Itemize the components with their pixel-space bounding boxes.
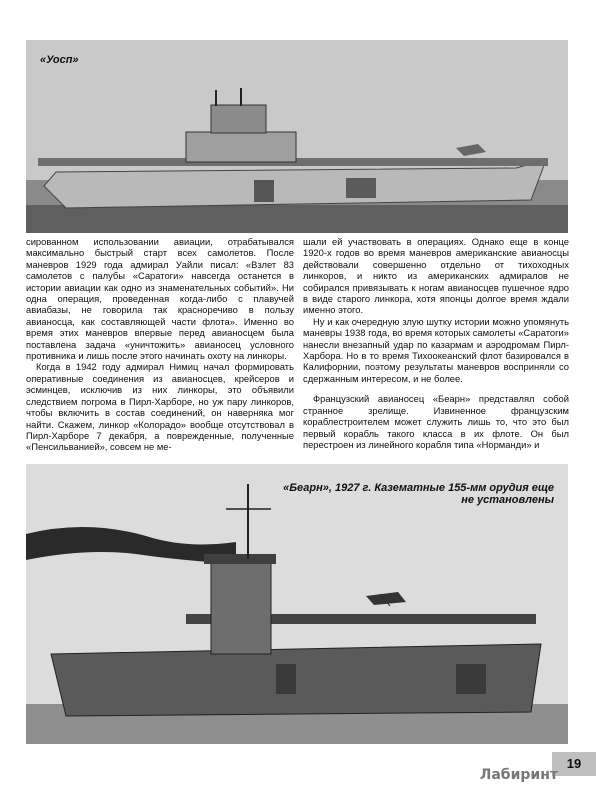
photo-uosp <box>26 40 568 233</box>
carrier-bearn-image <box>26 464 568 744</box>
carrier-uosp-image <box>26 40 568 233</box>
page-number: 19 <box>552 752 596 776</box>
caption-line: «Беарн», 1927 г. Казематные 155-мм орудия еще <box>283 482 554 494</box>
paragraph: Французский авианосец «Беарн» представлял собой странное зрелище. Извиненное французским кораблестроителем может служить лишь то, что это был первый корабль такого класса в их флоте. Он был перестроен из линейного корабля типа «Норманди» и <box>303 393 569 450</box>
photo-bearn <box>26 464 568 744</box>
photo-caption <box>283 482 554 506</box>
text-column-left <box>26 236 294 453</box>
caption-line: не установлены <box>461 494 554 506</box>
paragraph: шали ей участвовать в операциях. Однако еще в конце 1920-х годов во время маневров американские авианосцы действовали совершенно отдельно от тихоходных линкоров, и никто из американских адмиралов не собирался привязывать к ногам авианосцев пушечное ядро в виде старого линкора, хотя японцы долгое время ждали именно этого. <box>303 236 569 316</box>
paragraph: Ну и как очередную злую шутку истории можно упомянуть маневры 1938 года, во время которых самолеты «Саратоги» нанесли внезапный удар по казармам и аэродромам Пирл-Харбора. Но в то время Тихоокеанский флот базировался в Калифорнии, поэтому результаты маневров восприняли со сдержанным интересом, и не более. <box>303 315 569 384</box>
photo-caption: «Уосп» <box>40 54 79 66</box>
text-column-right <box>303 236 569 450</box>
watermark-text: Лабиринт <box>479 767 558 783</box>
paragraph: Когда в 1942 году адмирал Нимиц начал формировать оперативные соединения из авианосцев, крейсеров и эсминцев, исключив из них линкоры, это объявили следствием погрома в Пирл-Харборе, но уж пару линкоров, чтобы включить в состав соединений, он наверняка мог найти. Скажем, линкор «Колорадо» вообще отсутствовал в Пирл-Харборе 7 декабря, а поврежденные, полученные «Пенсильванией», совсем не ме- <box>26 361 294 453</box>
paragraph: сированном использовании авиации, отрабатывался максимально быстрый старт всех самолетов. После маневров 1929 года адмирал Уайли писал: «Взлет 83 самолетов с палубы «Саратоги» навсегда останется в истории авиации как одно из знаменательных событий». Ни одна операция, проведенная когда-либо с плавучей авиабазы, не говорила так красноречиво в пользу авианосца, как составляющей части флота». Именно во время этих маневров впервые перед авианосцем была поставлена задача «уничтожить» авианосец условного противника и лишь после этого начинать охоту на линкоры. <box>26 236 294 362</box>
